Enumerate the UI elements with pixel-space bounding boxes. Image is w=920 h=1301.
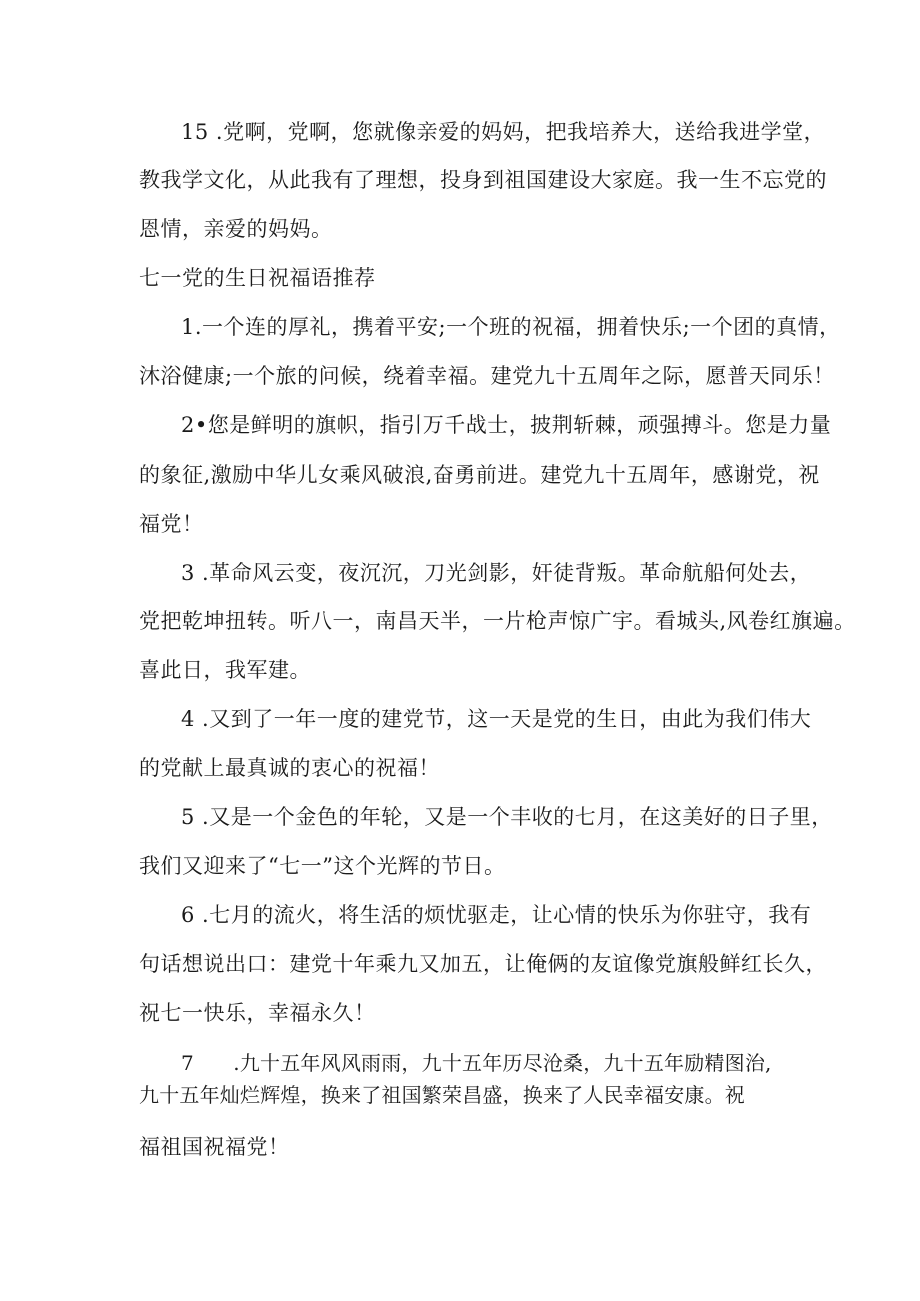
item-5-line-1: 5 .又是一个金色的年轮，又是一个丰收的七月，在这美好的日子里，: [181, 805, 833, 829]
item-15-line-1: 15 .党啊，党啊，您就像亲爱的妈妈，把我培养大，送给我进学堂，: [181, 120, 826, 144]
item-3-line-1: 3 .革命风云变，夜沉沉，刀光剑影，奸徒背叛。革命航船何处去，: [181, 561, 812, 585]
item-6-line-2: 句话想说出口：建党十年乘九又加五，让俺俩的友谊像党旗般鲜红长久，: [139, 952, 827, 976]
item-1-line-1: 1.一个连的厚礼，携着平安;一个班的祝福，拥着快乐;一个团的真情，: [181, 315, 841, 339]
item-5-line-2: 我们又迎来了“七一”这个光辉的节日。: [139, 854, 506, 878]
item-7-line-3: 福祖国祝福党！: [139, 1135, 290, 1159]
item-7-line-2: 九十五年灿烂辉煌，换来了祖国繁荣昌盛，换来了人民幸福安康。祝: [139, 1083, 745, 1107]
item-1-line-2: 沐浴健康;一个旅的问候，绕着幸福。建党九十五周年之际，愿普天同乐！: [139, 364, 835, 388]
item-3-line-3: 喜此日，我军建。: [139, 658, 311, 682]
item-4-line-1: 4 .又到了一年一度的建党节，这一天是党的生日，由此为我们伟大: [181, 707, 812, 731]
item-6-line-1: 6 .七月的流火，将生活的烦忧驱走，让心情的快乐为你驻守，我有: [181, 903, 812, 927]
item-4-line-2: 的党献上最真诚的衷心的祝福！: [139, 756, 440, 780]
item-2-line-3: 福党！: [139, 512, 204, 536]
item-3-line-2: 党把乾坤扭转。听八一，南昌天半，一片枪声惊广宇。看城头,风卷红旗遍。: [139, 609, 856, 633]
item-2-line-2: 的象征,激励中华儿女乘风破浪,奋勇前进。建党九十五周年，感谢党，祝: [139, 463, 820, 487]
item-7-line-1: 7 .九十五年风风雨雨，九十五年历尽沧桑，九十五年励精图治,: [181, 1051, 772, 1075]
item-6-line-3: 祝七一快乐，幸福永久！: [139, 1001, 376, 1025]
item-2-line-1: 2•您是鲜明的旗帜，指引万千战士，披荆斩棘，顽强搏斗。您是力量: [181, 413, 832, 437]
item-15-line-3: 恩情，亲爱的妈妈。: [139, 217, 333, 241]
section-heading: 七一党的生日祝福语推荐: [139, 266, 376, 290]
item-15-line-2: 教我学文化，从此我有了理想，投身到祖国建设大家庭。我一生不忘党的: [139, 168, 827, 192]
